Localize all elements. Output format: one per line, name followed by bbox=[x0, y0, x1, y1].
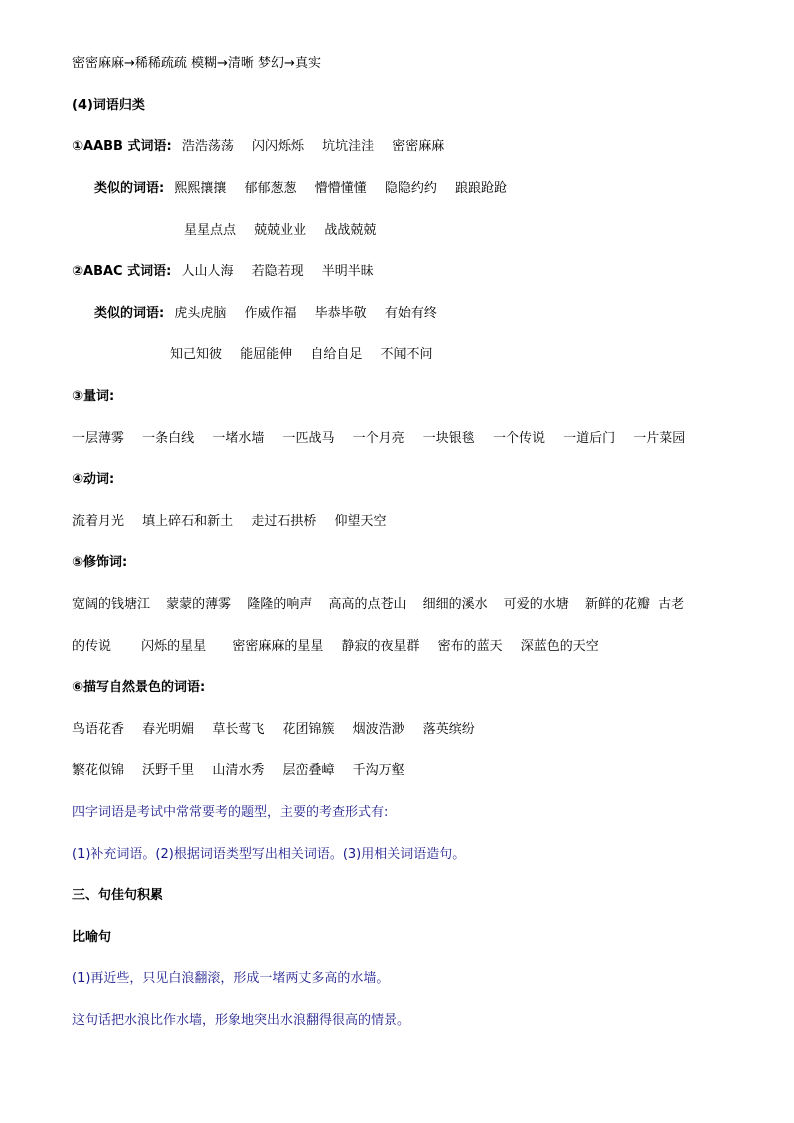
word: 一匹战马 bbox=[282, 431, 335, 446]
modifiers-line bbox=[72, 596, 684, 614]
word: 坑坑洼洼 bbox=[322, 139, 375, 154]
abac-similar-line-2 bbox=[170, 346, 446, 364]
aabb-similar-line bbox=[94, 180, 521, 198]
section-heading-word-classification: (4)词语归类 bbox=[72, 98, 145, 113]
word: 鸟语花香 bbox=[72, 722, 125, 737]
similar-label: 类似的词语: bbox=[94, 306, 165, 321]
measure-words-line bbox=[72, 430, 699, 448]
word: 烟波浩渺 bbox=[352, 722, 405, 737]
similar-label: 类似的词语: bbox=[94, 181, 165, 196]
word: 一堵水墙 bbox=[212, 431, 265, 446]
word: 能屈能伸 bbox=[240, 347, 293, 362]
abac-label: ②ABAC 式词语: bbox=[72, 264, 172, 279]
verbs-heading: ④动词: bbox=[72, 472, 115, 487]
word: 郁郁葱葱 bbox=[244, 181, 297, 196]
modifiers-line-2 bbox=[72, 638, 613, 656]
word: 花团锦簇 bbox=[282, 722, 335, 737]
word: 走过石拱桥 bbox=[251, 514, 317, 529]
word: 千沟万壑 bbox=[352, 763, 405, 778]
word: 一个传说 bbox=[492, 431, 545, 446]
antonym-line: 密密麻麻→稀稀疏疏 模糊→清晰 梦幻→真实 bbox=[72, 56, 321, 71]
scenery-words-line bbox=[72, 721, 489, 739]
word: 星星点点 bbox=[184, 223, 237, 238]
word: 闪闪烁烁 bbox=[251, 139, 304, 154]
word: 高高的点苍山 bbox=[328, 597, 407, 612]
word: 隆隆的响声 bbox=[247, 597, 313, 612]
word: 古老 bbox=[658, 597, 685, 612]
word: 深蓝色的天空 bbox=[520, 639, 599, 654]
word: 流着月光 bbox=[72, 514, 125, 529]
metaphor-heading: 比喻句 bbox=[72, 930, 112, 945]
word: 虎头虎脑 bbox=[174, 306, 227, 321]
word: 密密麻麻的星星 bbox=[232, 639, 324, 654]
word: 静寂的夜星群 bbox=[341, 639, 420, 654]
word: 宽阔的钱塘江 bbox=[72, 597, 151, 612]
section-heading-sentences: 三、句佳句积累 bbox=[72, 888, 164, 903]
word: 人山人海 bbox=[181, 264, 234, 279]
word: 一个月亮 bbox=[352, 431, 405, 446]
measure-words-heading: ③量词: bbox=[72, 389, 115, 404]
word: 知己知彼 bbox=[170, 347, 223, 362]
word: 踉踉跄跄 bbox=[454, 181, 507, 196]
example-sentence: (1)再近些，只见白浪翻滚，形成一堵两丈多高的水墙。 bbox=[72, 971, 390, 986]
abac-line bbox=[72, 263, 388, 281]
word: 沃野千里 bbox=[142, 763, 195, 778]
word: 层峦叠嶂 bbox=[282, 763, 335, 778]
word: 春光明媚 bbox=[142, 722, 195, 737]
verbs-line bbox=[72, 513, 400, 531]
word: 若隐若现 bbox=[251, 264, 304, 279]
word: 一片菜园 bbox=[633, 431, 686, 446]
word: 作威作福 bbox=[244, 306, 297, 321]
word: 隐隐约约 bbox=[384, 181, 437, 196]
word: 一块银毯 bbox=[422, 431, 475, 446]
word: 蒙蒙的薄雾 bbox=[166, 597, 232, 612]
word: 密布的蓝天 bbox=[437, 639, 503, 654]
word: 兢兢业业 bbox=[254, 223, 307, 238]
word: 仰望天空 bbox=[334, 514, 387, 529]
aabb-line bbox=[72, 138, 458, 156]
abac-similar-line bbox=[94, 305, 451, 323]
scenery-words-heading: ⑥描写自然景色的词语: bbox=[72, 680, 206, 695]
word: 懵懵懂懂 bbox=[314, 181, 367, 196]
word: 有始有终 bbox=[384, 306, 437, 321]
exam-note: 四字词语是考试中常常要考的题型，主要的考查形式有: bbox=[72, 805, 389, 820]
word: 新鲜的花瓣 bbox=[584, 597, 650, 612]
exam-forms: (1)补充词语。(2)根据词语类型写出相关词语。(3)用相关词语造句。 bbox=[72, 847, 466, 862]
aabb-label: ①AABB 式词语: bbox=[72, 139, 172, 154]
word: 浩浩荡荡 bbox=[181, 139, 234, 154]
word: 熙熙攘攘 bbox=[174, 181, 227, 196]
scenery-words-line-2 bbox=[72, 762, 419, 780]
word: 密密麻麻 bbox=[392, 139, 445, 154]
word: 落英缤纷 bbox=[422, 722, 475, 737]
word: 不闻不问 bbox=[380, 347, 433, 362]
word: 繁花似锦 bbox=[72, 763, 125, 778]
word: 草长莺飞 bbox=[212, 722, 265, 737]
word: 一层薄雾 bbox=[72, 431, 125, 446]
word: 战战兢兢 bbox=[324, 223, 377, 238]
aabb-similar-line-2 bbox=[184, 222, 390, 240]
word: 半明半昧 bbox=[321, 264, 374, 279]
word: 毕恭毕敬 bbox=[314, 306, 367, 321]
word: 填上碎石和新土 bbox=[142, 514, 234, 529]
word: 细细的溪水 bbox=[422, 597, 488, 612]
modifiers-heading: ⑤修饰词: bbox=[72, 555, 128, 570]
word: 可爱的水塘 bbox=[503, 597, 569, 612]
word: 自给自足 bbox=[310, 347, 363, 362]
word: 山清水秀 bbox=[212, 763, 265, 778]
example-explanation: 这句话把水浪比作水墙，形象地突出水浪翻得很高的情景。 bbox=[72, 1013, 411, 1028]
word: 一道后门 bbox=[563, 431, 616, 446]
word: 的传说 bbox=[72, 639, 112, 654]
word: 一条白线 bbox=[142, 431, 195, 446]
word: 闪烁的星星 bbox=[141, 639, 207, 654]
